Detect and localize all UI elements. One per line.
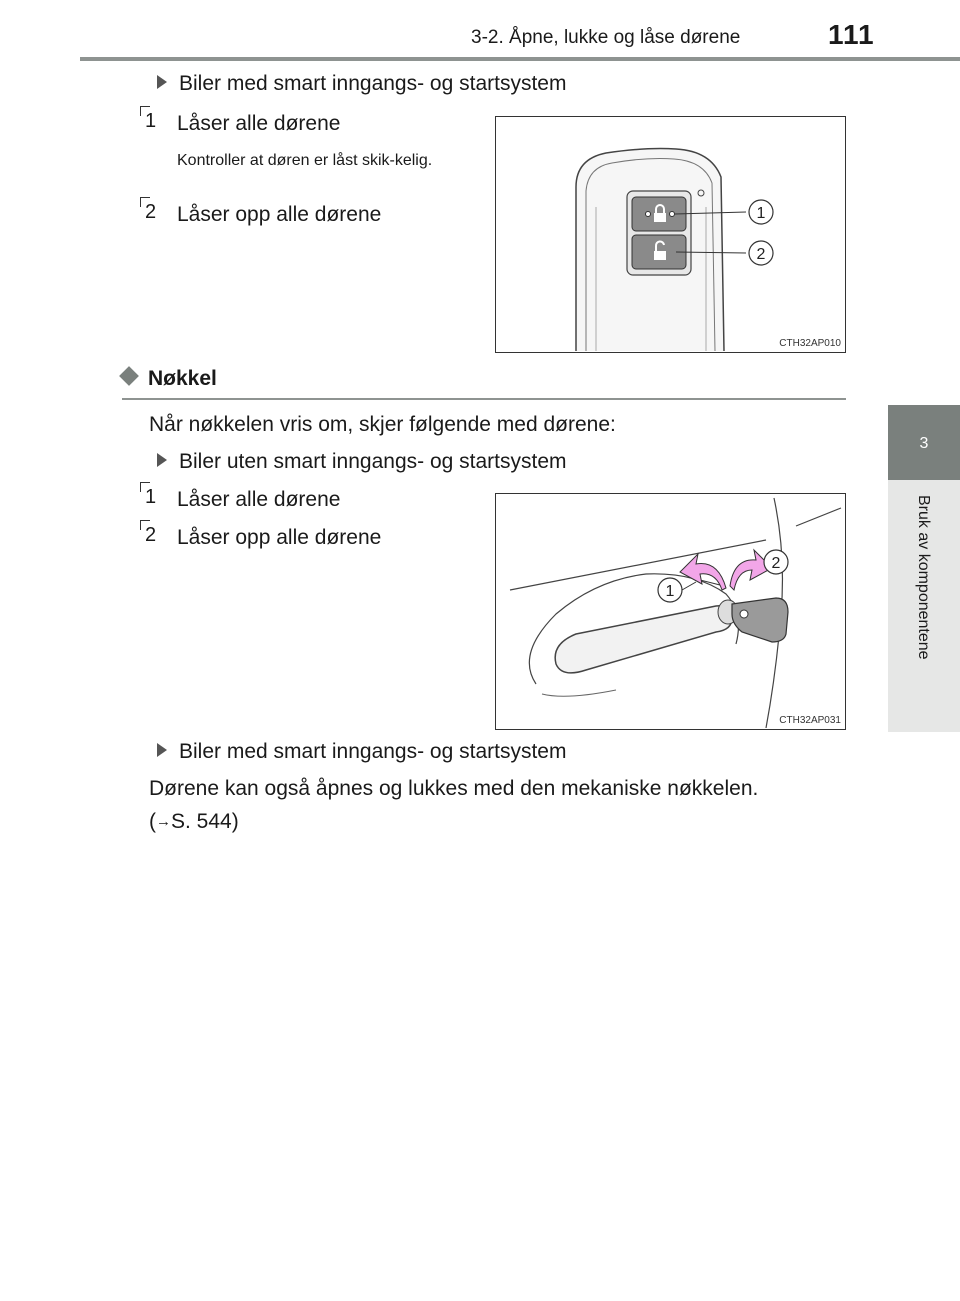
mechanical-key-text: Dørene kan også åpnes og lukkes med den mekaniske nøkkelen. [149,777,759,800]
triangle-bullet-icon [157,743,167,757]
key-intro: Når nøkkelen vris om, skjer følgende med dørene: [149,413,616,436]
figure-code: CTH32AP010 [779,338,841,349]
callout-2: 2 [756,246,766,263]
arrow-right-icon: → [156,813,171,830]
smart-item-1-note: Kontroller at døren er låst skik-kelig. [177,152,433,169]
number-badge: 1 [143,108,163,135]
triangle-bullet-icon [157,75,167,89]
smart-key-figure [495,116,846,353]
chapter-tab [888,405,960,480]
key-item-1: 1 Låser alle dørene [177,488,340,512]
chapter-number: 3 [919,435,929,452]
smart-key-illustration [496,117,844,351]
key-heading: Nøkkel [122,367,217,391]
page-number: 111 [828,19,875,50]
callout-1: 1 [756,205,766,222]
callout-2: 2 [771,555,781,572]
header-rule [80,57,960,61]
header-section-title: 3-2. Åpne, lukke og låse dørene [471,27,741,48]
smart-item-1: 1 Låser alle dørene [177,112,340,136]
page-reference: (→S. 544) [149,810,239,833]
key-item-2: 2 Låser opp alle dørene [177,526,381,550]
triangle-bullet-icon [157,453,167,467]
chapter-title: Bruk av komponentene [915,495,932,660]
number-badge: 2 [143,199,163,226]
number-badge: 2 [143,522,163,549]
figure-code: CTH32AP031 [779,715,841,726]
number-badge: 1 [143,484,163,511]
smart-subheading: Biler med smart inngangs- og startsystem [157,72,566,96]
callout-1: 1 [665,583,675,600]
smart-item-2: 2 Låser opp alle dørene [177,203,381,227]
section-rule [122,398,846,400]
diamond-bullet-icon [119,366,139,386]
door-key-figure [495,493,846,730]
door-handle-illustration [496,494,844,728]
key-subheading: Biler uten smart inngangs- og startsystem [157,450,567,474]
key-subheading-2: Biler med smart inngangs- og startsystem [157,740,566,764]
